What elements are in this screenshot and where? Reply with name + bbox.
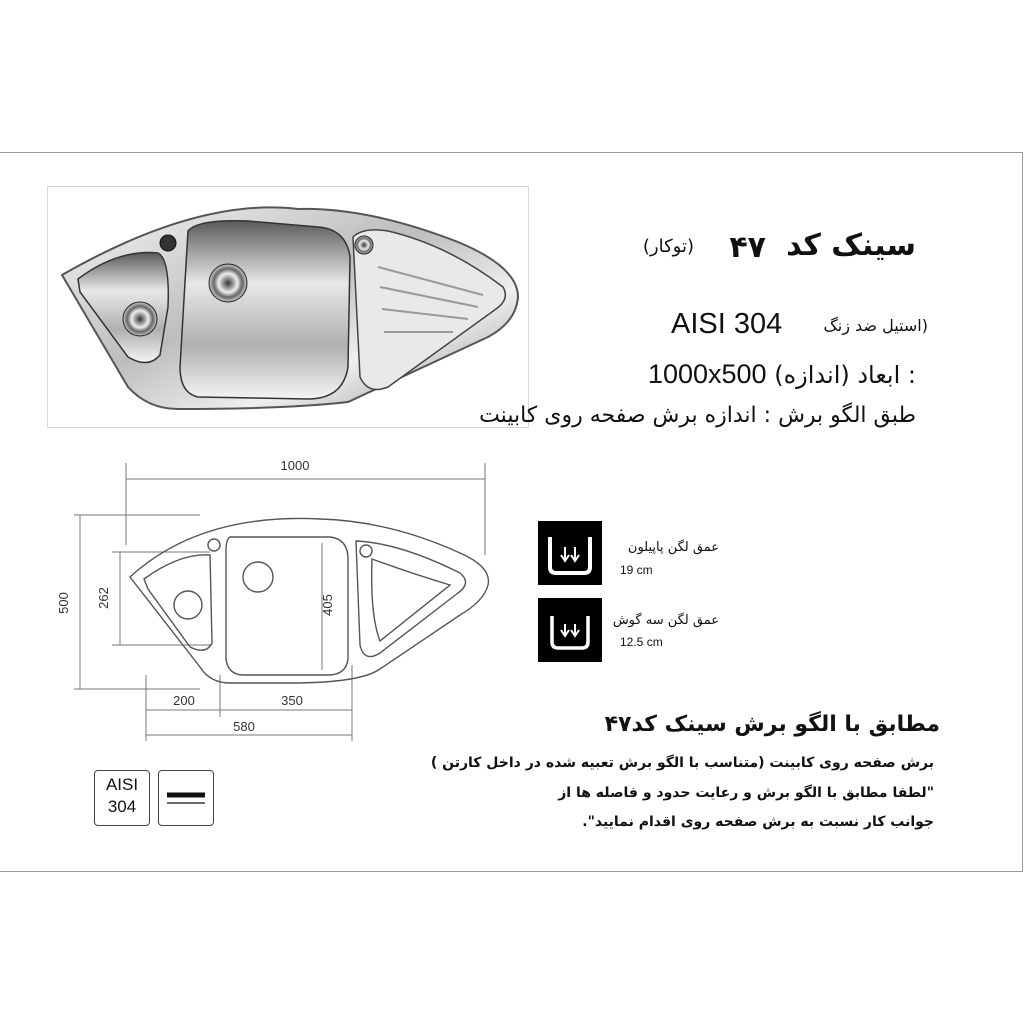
dim-bottom-200: 200 bbox=[173, 693, 195, 708]
depth-value-main: 19 cm bbox=[620, 563, 653, 577]
dim-bottom-580: 580 bbox=[233, 719, 255, 734]
thickness-icon bbox=[159, 771, 213, 825]
technical-drawing bbox=[56, 455, 500, 745]
depth-label-main: عمق لگن پاپیلون bbox=[627, 540, 719, 555]
overflow-hole bbox=[355, 236, 373, 254]
instructions-line-3: جوانب کار نسبت به برش صفحه روی اقدام نمایید". bbox=[582, 814, 934, 830]
depth-label-triangle: عمق لگن سه گوش bbox=[612, 613, 719, 628]
drawing-overflow bbox=[360, 545, 372, 557]
dimensions-value: 1000x500 bbox=[647, 359, 767, 389]
dim-bottom-350: 350 bbox=[281, 693, 303, 708]
drawing-tap-hole bbox=[208, 539, 220, 551]
product-title: سینک کد bbox=[786, 228, 916, 263]
tap-hole bbox=[160, 235, 176, 251]
dim-width-total: 1000 bbox=[280, 458, 310, 473]
drawing-main-drain bbox=[243, 562, 273, 592]
drawing-outline-outer bbox=[130, 518, 488, 683]
instructions-line-1: برش صفحه روی کابینت (متناسب با الگو برش تعبیه شده در داخل کارتن ) bbox=[430, 755, 934, 771]
depth-value-triangle: 12.5 cm bbox=[620, 635, 663, 649]
instructions-line-2: "لطفا مطابق با الگو برش و رعایت حدود و فاصله ها از bbox=[558, 785, 934, 801]
bowl-depth-icon bbox=[538, 521, 602, 585]
main-bowl bbox=[180, 221, 350, 399]
bowl-depth-icon bbox=[538, 598, 602, 662]
depth-icon-triangle bbox=[538, 598, 602, 662]
small-bowl bbox=[78, 253, 168, 363]
thickness-badge bbox=[158, 770, 214, 826]
small-bowl-drain bbox=[123, 302, 157, 336]
material-grade: AISI 304 bbox=[671, 308, 783, 340]
instructions-heading: مطابق با الگو برش سینک کد۴۷ bbox=[604, 712, 940, 737]
aisi-badge-line2: 304 bbox=[107, 797, 137, 816]
dim-bowl-height: 405 bbox=[320, 594, 335, 616]
aisi-badge-line1: AISI bbox=[105, 775, 139, 794]
material-note: (استیل ضد زنگ bbox=[823, 316, 928, 335]
aisi-badge bbox=[94, 770, 150, 826]
dim-height-total: 500 bbox=[56, 592, 71, 614]
sink-photo bbox=[47, 186, 529, 428]
mount-type: (توکار) bbox=[642, 236, 694, 257]
sink-photo-illustration bbox=[48, 187, 528, 427]
drawing-small-drain bbox=[174, 591, 202, 619]
dimensions-line bbox=[648, 359, 916, 390]
main-bowl-drain bbox=[209, 264, 247, 302]
depth-icon-main bbox=[538, 521, 602, 585]
dim-side-height: 262 bbox=[96, 587, 111, 609]
cut-pattern-note: طبق الگو برش : اندازه برش صفحه روی کابینت bbox=[479, 403, 916, 428]
dimensions-label: : ابعاد (اندازه) bbox=[774, 361, 916, 389]
product-code: ۴۷ bbox=[729, 230, 766, 265]
